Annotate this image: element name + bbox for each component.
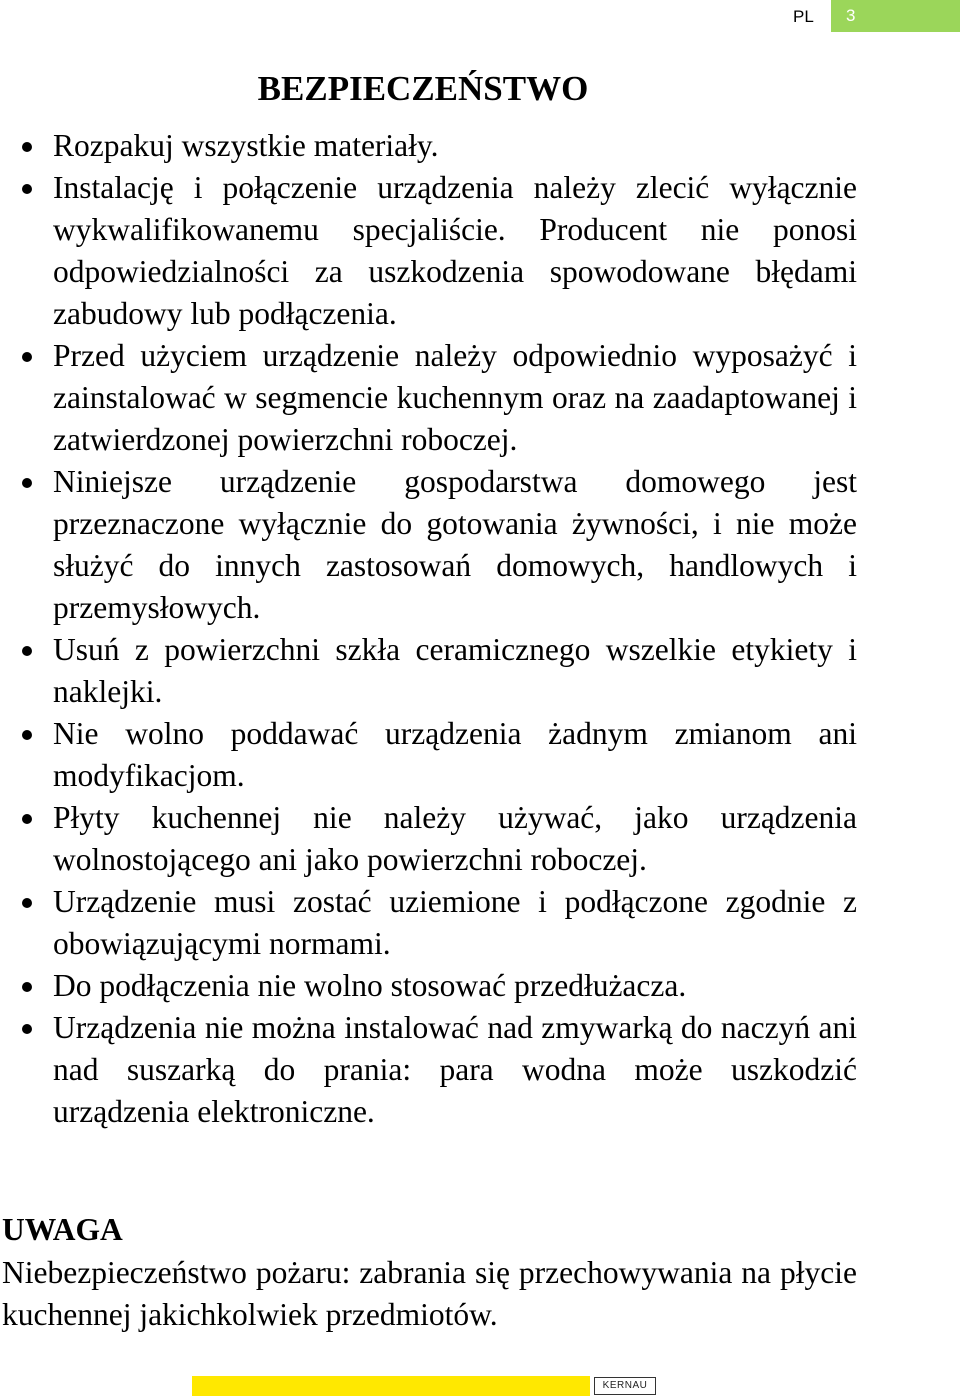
language-label: PL — [793, 7, 814, 26]
bullet-icon — [22, 730, 32, 740]
list-item-text: Rozpakuj wszystkie materiały. — [53, 128, 439, 163]
list-item — [0, 167, 857, 335]
safety-list — [0, 125, 960, 1133]
brand-logo: KERNAU — [594, 1377, 656, 1395]
bullet-icon — [22, 814, 32, 824]
list-item — [0, 881, 857, 965]
list-item-text: Niniejsze urządzenie gospodarstwa domowego jest przeznaczone wyłącznie do gotowania żywności, i nie może służyć do innych zastosowań domowych, handlowych i przemysłowych. — [53, 464, 857, 625]
list-item-text: Urządzenie musi zostać uziemione i podłączone zgodnie z obowiązującymi normami. — [53, 884, 857, 961]
warning-text: Niebezpieczeństwo pożaru: zabrania się przechowywania na płycie kuchennej jakichkolwiek przedmiotów. — [2, 1255, 857, 1332]
bullet-icon — [22, 478, 32, 488]
list-item-text: Usuń z powierzchni szkła ceramicznego wszelkie etykiety i naklejki. — [53, 632, 857, 709]
warning-title: UWAGA — [2, 1212, 123, 1247]
list-item-text: Do podłączenia nie wolno stosować przedłużacza. — [53, 968, 687, 1003]
list-item-text: Urządzenia nie można instalować nad zmywarką do naczyń ani nad suszarką do prania: para wodna może uszkodzić urządzenia elektroniczne. — [53, 1010, 857, 1129]
list-item-text: Płyty kuchennej nie należy używać, jako urządzenia wolnostojącego ani jako powierzchni roboczej. — [53, 800, 857, 877]
list-item-text: Instalację i połączenie urządzenia należy zlecić wyłącznie wykwalifikowanemu specjaliście. Producent nie ponosi odpowiedzialności za uszkodzenia spowodowane błędami zabudowy lub podłączenia. — [53, 170, 857, 331]
list-item — [0, 629, 857, 713]
bullet-icon — [22, 898, 32, 908]
page-number-tab — [831, 0, 960, 32]
list-item — [0, 1007, 857, 1133]
list-item — [0, 965, 857, 1007]
list-item-text: Przed użyciem urządzenie należy odpowiednio wyposażyć i zainstalować w segmencie kuchennym oraz na zaadaptowanej i zatwierdzonej powierzchni roboczej. — [53, 338, 857, 457]
section-title: BEZPIECZEŃSTWO — [257, 69, 589, 108]
list-item — [0, 335, 857, 461]
bullet-icon — [22, 646, 32, 656]
list-item-text: Nie wolno poddawać urządzenia żadnym zmianom ani modyfikacjom. — [53, 716, 857, 793]
list-item — [0, 461, 857, 629]
footer-color-bar — [192, 1376, 590, 1396]
bullet-icon — [22, 184, 32, 194]
bullet-icon — [22, 352, 32, 362]
warning-block — [2, 1208, 857, 1336]
bullet-icon — [22, 982, 32, 992]
list-item — [0, 125, 857, 167]
list-item — [0, 797, 857, 881]
bullet-icon — [22, 142, 32, 152]
bullet-icon — [22, 1024, 32, 1034]
list-item — [0, 713, 857, 797]
page-number: 3 — [846, 6, 856, 25]
